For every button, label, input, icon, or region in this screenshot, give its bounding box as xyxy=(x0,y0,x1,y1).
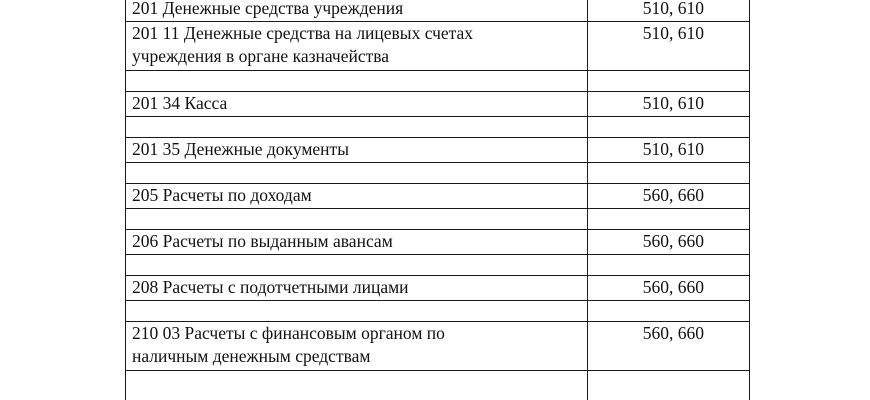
table-row xyxy=(126,276,750,301)
table-row xyxy=(126,230,750,255)
report-code: 560, 660 xyxy=(588,184,750,209)
account-name-line: наличным денежным средствам xyxy=(132,346,371,366)
account-name: 201 35 Денежные документы xyxy=(126,138,588,163)
report-code: 560, 660 xyxy=(588,322,750,371)
table-row xyxy=(126,138,750,163)
account-name-line: 201 11 Денежные средства на лицевых счетах xyxy=(132,23,474,43)
empty-row xyxy=(126,117,750,138)
account-name: 205 Расчеты по доходам xyxy=(126,184,588,209)
table-row xyxy=(126,92,750,117)
empty-cell xyxy=(588,255,750,276)
empty-cell xyxy=(588,209,750,230)
empty-row xyxy=(126,163,750,184)
empty-row xyxy=(126,301,750,322)
table-row xyxy=(126,371,750,400)
empty-cell xyxy=(126,71,588,92)
account-name: 208 Расчеты с подотчетными лицами xyxy=(126,276,588,301)
report-code: 510, 610 xyxy=(588,138,750,163)
empty-cell xyxy=(126,301,588,322)
empty-cell xyxy=(126,163,588,184)
report-code: 560, 660 xyxy=(588,230,750,255)
empty-cell xyxy=(588,71,750,92)
empty-row xyxy=(126,209,750,230)
report-code: 510, 610 xyxy=(588,92,750,117)
table-row xyxy=(126,184,750,209)
empty-row xyxy=(126,71,750,92)
accounts-table xyxy=(125,0,750,400)
table-row xyxy=(126,22,750,71)
account-name-cell xyxy=(126,322,588,371)
empty-cell xyxy=(588,301,750,322)
account-name: 201 34 Касса xyxy=(126,92,588,117)
account-name-cell xyxy=(126,22,588,71)
account-name-line: 210 03 Расчеты с финансовым органом по xyxy=(132,323,445,343)
report-code: 510, 610 xyxy=(588,0,750,22)
account-name-line: учреждения в органе казначейства xyxy=(132,46,390,66)
empty-cell xyxy=(126,255,588,276)
empty-cell xyxy=(588,163,750,184)
empty-cell xyxy=(588,371,750,400)
account-name: 201 Денежные средства учреждения xyxy=(126,0,588,22)
account-name: 206 Расчеты по выданным авансам xyxy=(126,230,588,255)
report-code: 560, 660 xyxy=(588,276,750,301)
empty-row xyxy=(126,255,750,276)
table-row xyxy=(126,0,750,22)
table-row xyxy=(126,322,750,371)
empty-cell xyxy=(126,209,588,230)
empty-cell xyxy=(126,117,588,138)
empty-cell xyxy=(126,371,588,400)
empty-cell xyxy=(588,117,750,138)
report-code: 510, 610 xyxy=(588,22,750,71)
